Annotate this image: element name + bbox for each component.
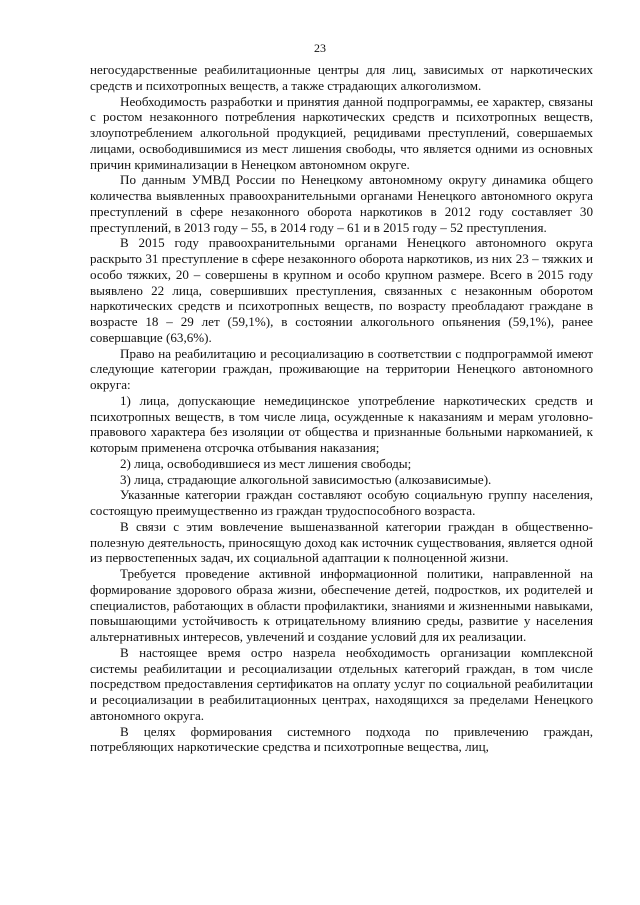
paragraph-2015-statistics: В 2015 году правоохранительными органами Ненецкого автономного округа раскрыто 31 преступление в сфере незаконного оборота наркотиков, из них 23 – тяжких и особо тяжких, 20 – совершены в крупном и особо крупном размере. Всего в 2015 году выявлено 22 лица, совершивших преступления, связанных с незаконным оборотом наркотических средств и психотропных веществ, по возрасту преобладают граждане в возрасте 18 – 29 лет (59,1%), в состоянии алкогольного опьянения (59,1%), ранее совершавцие (63,6%). bbox=[90, 235, 593, 345]
document-body bbox=[90, 62, 593, 755]
list-item-category-1: 1) лица, допускающие немедицинское употребление наркотических средств и психотропных веществ, в том числе лица, осужденные к наказаниям и мерам уголовно-правового характера без изоляции от общества и признанные больными наркоманией, к которым применена отсрочка отбывания наказания; bbox=[90, 392, 593, 455]
paragraph-social-group: Указанные категории граждан составляют особую социальную группу населения, состоящую преимущественно из граждан трудоспособного возраста. bbox=[90, 487, 593, 518]
paragraph-eligibility-intro: Право на реабилитацию и ресоциализацию в соответствии с подпрограммой имеют следующие категории граждан, проживающие на территории Ненецкого автономного округа: bbox=[90, 345, 593, 392]
list-item-category-3: 3) лица, страдающие алкогольной зависимостью (алкозависимые). bbox=[120, 471, 492, 487]
paragraph-information-policy: Требуется проведение активной информационной политики, направленной на формирование здорового образа жизни, обеспечение детей, подростков, их родителей и специалистов, работающих в области профилактики, знаниями и жизненными навыками, повышающими устойчивость к отрицательному влиянию среды, развитие у населения альтернативных интересов, увлечений и создание условий для их реализации. bbox=[90, 566, 593, 644]
paragraph-crime-dynamics: По данным УМВД России по Ненецкому автономному округу динамика общего количества выявленных правоохранительными органами Ненецкого автономного округа преступлений в сфере незаконного оборота наркотиков в 2012 году составляет 30 преступлений, в 2013 году – 55, в 2014 году – 61 и в 2015 году – 52 преступления. bbox=[90, 172, 593, 235]
paragraph-subprogram-necessity: Необходимость разработки и принятия данной подпрограммы, ее характер, связаны с ростом незаконного потребления наркотических средств и психотропных веществ, злоупотреблением алкогольной продукцией, рецидивами преступлений, совершаемых лицами, освободившимися из мест лишения свободы, что является одними из основных причин криминализации в Ненецком автономном округе. bbox=[90, 93, 593, 172]
list-item-category-2: 2) лица, освободившиеся из мест лишения свободы; bbox=[120, 455, 412, 471]
paragraph-systemic-approach: В целях формирования системного подхода по привлечению граждан, потребляющих наркотические средства и психотропные вещества, лиц, bbox=[90, 723, 593, 755]
paragraph-employment: В связи с этим вовлечение вышеназванной категории граждан в общественно-полезную деятельность, приносящую доход как источник существования, является одной из первостепенных задач, их социальной адаптации к полноценной жизни. bbox=[90, 518, 593, 566]
page-number: 23 bbox=[314, 41, 326, 55]
paragraph-rehabilitation-system: В настоящее время остро назрела необходимость организации комплексной системы реабилитации и ресоциализации отдельных категорий граждан, в том числе посредством предоставления сертификатов на оплату услуг по социальной реабилитации и ресоциализации в реабилитационных центрах, находящихся за пределами Ненецкого автономного округа. bbox=[90, 644, 593, 723]
paragraph-continuation: негосударственные реабилитационные центры для лиц, зависимых от наркотических средств и психотропных веществ, а также страдающих алкоголизмом. bbox=[90, 62, 593, 93]
